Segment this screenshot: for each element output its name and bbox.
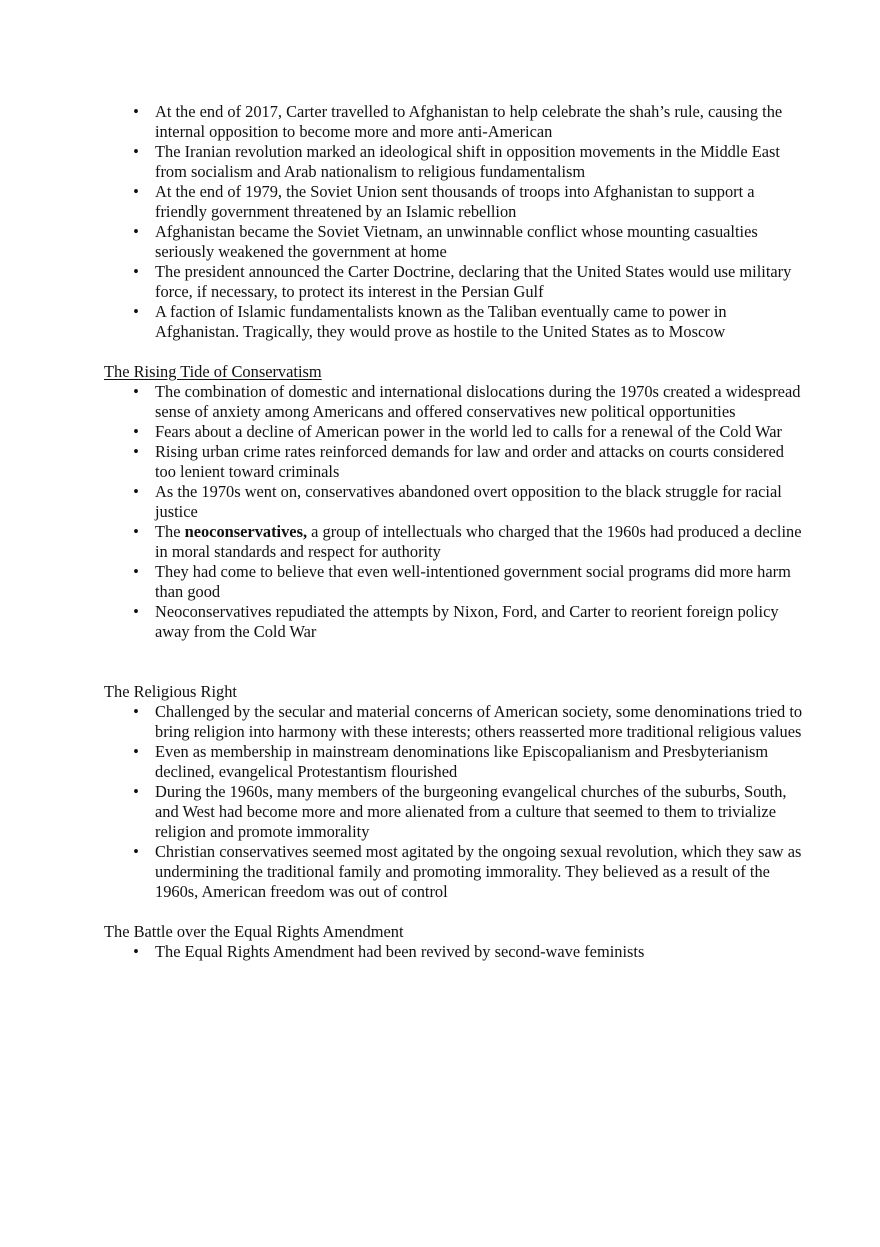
list-item bbox=[104, 602, 804, 642]
list-item bbox=[104, 302, 804, 342]
list-item bbox=[104, 382, 804, 422]
bullet-list-religious-right bbox=[104, 702, 804, 902]
spacer bbox=[104, 902, 804, 922]
list-item bbox=[104, 782, 804, 842]
bullet-icon: • bbox=[133, 222, 139, 241]
list-item bbox=[104, 182, 804, 222]
list-item-text: As the 1970s went on, conservatives abandoned overt opposition to the black struggle for racial justice bbox=[155, 482, 782, 521]
list-item bbox=[104, 942, 804, 962]
list-item-text: At the end of 1979, the Soviet Union sent thousands of troops into Afghanistan to support a friendly government threatened by an Islamic rebellion bbox=[155, 182, 755, 221]
list-item-text: Afghanistan became the Soviet Vietnam, an unwinnable conflict whose mounting casualties seriously weakened the government at home bbox=[155, 222, 758, 261]
list-item-text: Rising urban crime rates reinforced demands for law and order and attacks on courts considered too lenient toward criminals bbox=[155, 442, 784, 481]
bullet-icon: • bbox=[133, 422, 139, 441]
spacer bbox=[104, 342, 804, 362]
bullet-icon: • bbox=[133, 942, 139, 961]
bullet-icon: • bbox=[133, 522, 139, 541]
list-item bbox=[104, 442, 804, 482]
bullet-icon: • bbox=[133, 102, 139, 121]
bullet-icon: • bbox=[133, 742, 139, 761]
list-item bbox=[104, 562, 804, 602]
list-item bbox=[104, 222, 804, 262]
bullet-list-afghanistan bbox=[104, 102, 804, 342]
list-item bbox=[104, 142, 804, 182]
list-item bbox=[104, 742, 804, 782]
list-item bbox=[104, 482, 804, 522]
list-item-text: The Iranian revolution marked an ideological shift in opposition movements in the Middle East from socialism and Arab nationalism to religious fundamentalism bbox=[155, 142, 780, 181]
list-item-text: Challenged by the secular and material concerns of American society, some denominations tried to bring religion into harmony with these interests; others reasserted more traditional religious values bbox=[155, 702, 803, 741]
section-heading-era: The Battle over the Equal Rights Amendment bbox=[104, 922, 404, 941]
section-heading-religious-right: The Religious Right bbox=[104, 682, 237, 701]
list-item-text: Fears about a decline of American power in the world led to calls for a renewal of the Cold War bbox=[155, 422, 782, 441]
bullet-icon: • bbox=[133, 182, 139, 201]
spacer bbox=[104, 642, 804, 682]
bullet-icon: • bbox=[133, 442, 139, 461]
list-item-text: The combination of domestic and international dislocations during the 1970s created a widespread sense of anxiety among Americans and offered conservatives new political opportunities bbox=[155, 382, 801, 421]
list-item bbox=[104, 522, 804, 562]
list-item-text: They had come to believe that even well-intentioned government social programs did more harm than good bbox=[155, 562, 791, 601]
bullet-list-era bbox=[104, 942, 804, 962]
bullet-icon: • bbox=[133, 302, 139, 321]
list-item-text: Neoconservatives repudiated the attempts by Nixon, Ford, and Carter to reorient foreign policy away from the Cold War bbox=[155, 602, 779, 641]
list-item-text: A faction of Islamic fundamentalists known as the Taliban eventually came to power in Afghanistan. Tragically, they would prove as hostile to the United States as to Moscow bbox=[155, 302, 727, 341]
list-item-text: The Equal Rights Amendment had been revived by second-wave feminists bbox=[155, 942, 645, 961]
bullet-icon: • bbox=[133, 142, 139, 161]
list-item bbox=[104, 422, 804, 442]
list-item-text: At the end of 2017, Carter travelled to Afghanistan to help celebrate the shah’s rule, causing the internal opposition to become more and more anti-American bbox=[155, 102, 783, 141]
bullet-icon: • bbox=[133, 702, 139, 721]
bullet-icon: • bbox=[133, 782, 139, 801]
list-item bbox=[104, 102, 804, 142]
list-item-prefix: The bbox=[155, 522, 185, 541]
list-item-text: a group of intellectuals who charged that the 1960s had produced a decline in moral standards and respect for authority bbox=[155, 522, 802, 561]
list-item-text: The president announced the Carter Doctrine, declaring that the United States would use military force, if necessary, to protect its interest in the Persian Gulf bbox=[155, 262, 792, 301]
list-item bbox=[104, 702, 804, 742]
list-item bbox=[104, 262, 804, 302]
bullet-icon: • bbox=[133, 602, 139, 621]
list-item-text: Christian conservatives seemed most agitated by the ongoing sexual revolution, which they saw as undermining the traditional family and promoting immorality. They believed as a result of the 1960s, American freedom was out of control bbox=[155, 842, 802, 901]
document-body bbox=[104, 102, 804, 962]
list-item-text: During the 1960s, many members of the burgeoning evangelical churches of the suburbs, South, and West had become more and more alienated from a culture that seemed to them to trivialize religion and promote immorality bbox=[155, 782, 787, 841]
list-item-text: Even as membership in mainstream denominations like Episcopalianism and Presbyterianism declined, evangelical Protestantism flourished bbox=[155, 742, 769, 781]
bullet-icon: • bbox=[133, 382, 139, 401]
term-neoconservatives: neoconservatives, bbox=[184, 522, 308, 541]
bullet-icon: • bbox=[133, 562, 139, 581]
section-heading-rising-tide: The Rising Tide of Conservatism bbox=[104, 362, 322, 381]
bullet-icon: • bbox=[133, 482, 139, 501]
bullet-icon: • bbox=[133, 842, 139, 861]
bullet-icon: • bbox=[133, 262, 139, 281]
bullet-list-conservatism bbox=[104, 382, 804, 642]
list-item bbox=[104, 842, 804, 902]
